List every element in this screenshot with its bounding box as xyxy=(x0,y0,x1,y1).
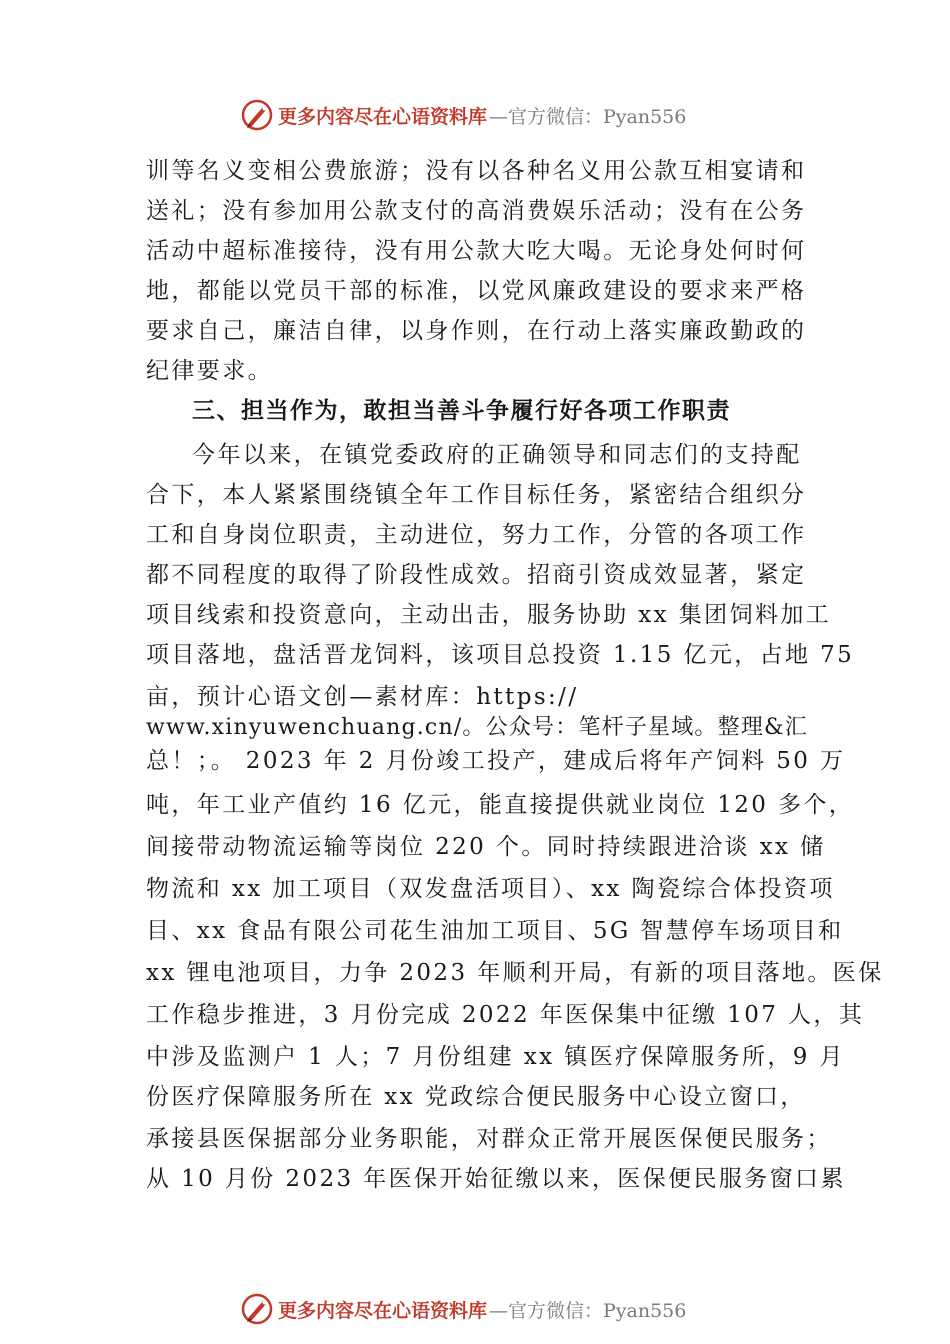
pen-logo-icon xyxy=(240,98,274,132)
text-line: 目、xx 食品有限公司花生油加工项目、5G 智慧停车场项目和 xyxy=(146,918,844,944)
text-line: 亩，预计心语文创—素材库：https:// xyxy=(146,684,579,710)
footer-banner xyxy=(240,1292,740,1326)
text-line: 物流和 xx 加工项目（双发盘活项目）、xx 陶瓷综合体投资项 xyxy=(146,876,835,902)
text-line: 总！；。 2023 年 2 月份竣工投产，建成后将年产饲料 50 万 xyxy=(146,748,846,774)
footer-banner-wechat: —官方微信：Pyan556 xyxy=(489,1299,687,1322)
text-line: xx 锂电池项目，力争 2023 年顺利开局，有新的项目落地。医保 xyxy=(146,960,884,986)
text-line: 地，都能以党员干部的标准，以党风廉政建设的要求来严格 xyxy=(146,278,807,304)
text-line: 承接县医保据部分业务职能，对群众正常开展医保便民服务； xyxy=(146,1126,832,1152)
text-line: 合下，本人紧紧围绕镇全年工作目标任务，紧密结合组织分 xyxy=(146,482,807,508)
text-line: 间接带动物流运输等岗位 220 个。同时持续跟进洽谈 xx 储 xyxy=(146,834,826,860)
pen-logo-icon xyxy=(240,1292,274,1326)
text-line: 工作稳步推进，3 月份完成 2022 年医保集中征缴 107 人，其 xyxy=(146,1002,865,1028)
text-line: 从 10 月份 2023 年医保开始征缴以来，医保便民服务窗口累 xyxy=(146,1166,846,1192)
text-line: 都不同程度的取得了阶段性成效。招商引资成效显著，紧定 xyxy=(146,562,807,588)
text-line: 今年以来，在镇党委政府的正确领导和同志们的支持配 xyxy=(192,442,802,468)
section-heading: 三、担当作为，敢担当善斗争履行好各项工作职责 xyxy=(192,397,731,424)
text-line: 纪律要求。 xyxy=(146,358,273,384)
text-line: 份医疗保障服务所在 xx 党政综合便民服务中心设立窗口， xyxy=(146,1084,806,1110)
text-line: www.xinyuwenchuang.cn/。公众号：笔杆子星域。整理&汇 xyxy=(146,715,809,740)
header-banner xyxy=(240,98,740,132)
text-line: 项目落地，盘活晋龙饲料，该项目总投资 1.15 亿元，占地 75 xyxy=(146,642,855,668)
text-line: 工和自身岗位职责，主动进位，努力工作，分管的各项工作 xyxy=(146,522,807,548)
header-banner-wechat: —官方微信：Pyan556 xyxy=(489,105,687,128)
text-line: 中涉及监测户 1 人；7 月份组建 xx 镇医疗保障服务所，9 月 xyxy=(146,1044,845,1070)
footer-banner-title: 更多内容尽在心语资料库 xyxy=(278,1299,488,1322)
text-line: 训等名义变相公费旅游；没有以各种名义用公款互相宴请和 xyxy=(146,158,807,184)
text-line: 项目线索和投资意向，主动出击，服务协助 xx 集团饲料加工 xyxy=(146,602,832,628)
header-banner-title: 更多内容尽在心语资料库 xyxy=(278,105,488,128)
text-line: 送礼；没有参加用公款支付的高消费娱乐活动；没有在公务 xyxy=(146,198,807,224)
text-line: 活动中超标准接待，没有用公款大吃大喝。无论身处何时何 xyxy=(146,238,807,264)
text-line: 吨，年工业产值约 16 亿元，能直接提供就业岗位 120 多个， xyxy=(146,792,855,818)
text-line: 要求自己，廉洁自律，以身作则，在行动上落实廉政勤政的 xyxy=(146,318,807,344)
